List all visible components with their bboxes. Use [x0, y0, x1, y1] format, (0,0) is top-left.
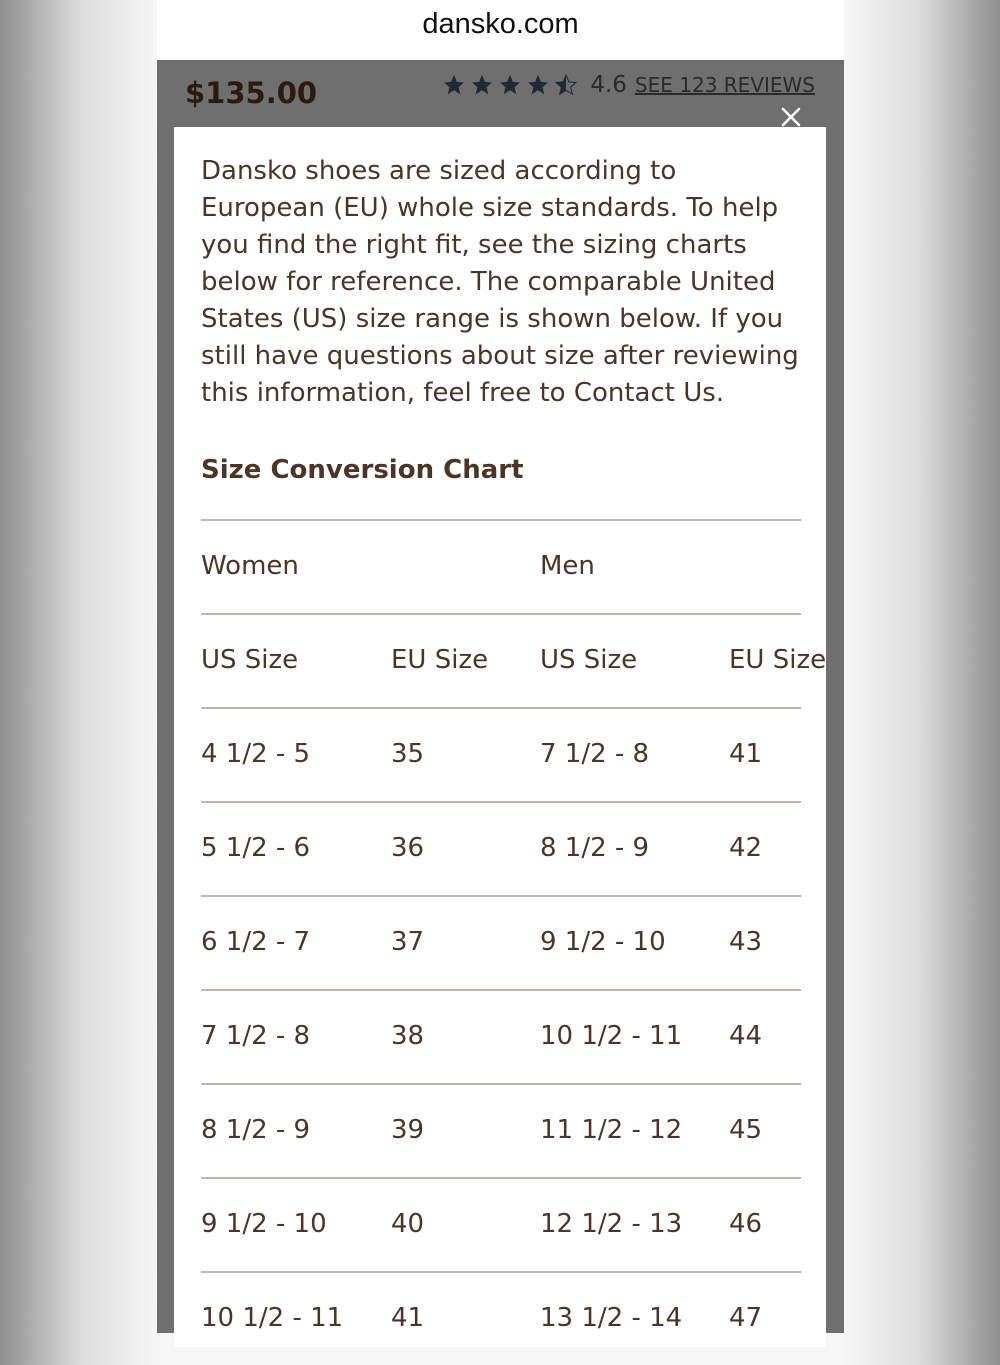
size-chart-title: Size Conversion Chart: [201, 455, 524, 485]
table-row: [201, 707, 801, 801]
table-row: [201, 1177, 801, 1271]
table-cell: 46: [729, 1209, 763, 1239]
table-row: [201, 895, 801, 989]
browser-url-bar[interactable]: [157, 0, 844, 60]
size-chart-modal: [174, 127, 826, 1347]
url-text[interactable]: dansko.com: [422, 7, 579, 40]
phone-viewport: [157, 0, 844, 1333]
sizing-intro-text: Dansko shoes are sized according to European (EU) whole size standards. To help you find the right fit, see the sizing charts below for reference. The comparable United States (US) size range is shown below. If you still have questions about size after reviewing this information, feel free to Contact Us.: [201, 156, 799, 408]
column-header: EU Size: [729, 645, 827, 675]
table-cell: 38: [391, 1021, 425, 1051]
product-price: $135.00: [185, 76, 318, 110]
table-cell: 41: [729, 739, 763, 769]
table-row: [201, 989, 801, 1083]
table-cell: 36: [391, 833, 425, 863]
column-header: US Size: [201, 645, 299, 675]
table-cell: 12 1/2 - 13: [540, 1209, 683, 1239]
table-column-header-row: [201, 613, 827, 707]
star-icon: [470, 73, 494, 97]
half-star-icon: [554, 73, 578, 97]
table-cell: 39: [391, 1115, 425, 1145]
table-cell: 43: [729, 927, 763, 957]
table-cell: 9 1/2 - 10: [540, 927, 666, 957]
group-header-men: Men: [540, 551, 595, 581]
table-cell: 47: [729, 1303, 763, 1333]
table-cell: 9 1/2 - 10: [201, 1209, 327, 1239]
table-row: [201, 1271, 801, 1365]
column-header: US Size: [540, 645, 638, 675]
table-group-header-row: [201, 519, 801, 613]
product-header: [157, 60, 844, 127]
rating-summary: [442, 72, 815, 98]
table-cell: 6 1/2 - 7: [201, 927, 311, 957]
see-reviews-link[interactable]: SEE 123 REVIEWS: [634, 73, 815, 97]
table-cell: 13 1/2 - 14: [540, 1303, 683, 1333]
close-modal-button[interactable]: [777, 103, 805, 131]
table-cell: 10 1/2 - 11: [540, 1021, 683, 1051]
column-header: EU Size: [391, 645, 489, 675]
star-rating: [442, 73, 582, 97]
table-cell: 41: [391, 1303, 425, 1333]
table-cell: 40: [391, 1209, 425, 1239]
table-cell: 11 1/2 - 12: [540, 1115, 683, 1145]
star-icon: [498, 73, 522, 97]
close-icon[interactable]: [781, 107, 801, 127]
table-cell: 8 1/2 - 9: [540, 833, 650, 863]
size-conversion-table: [201, 519, 827, 1365]
table-cell: 44: [729, 1021, 763, 1051]
table-cell: 45: [729, 1115, 763, 1145]
star-icon: [526, 73, 550, 97]
table-cell: 37: [391, 927, 425, 957]
table-cell: 7 1/2 - 8: [540, 739, 650, 769]
table-row: [201, 1083, 801, 1177]
table-cell: 10 1/2 - 11: [201, 1303, 344, 1333]
rating-value: 4.6: [590, 72, 627, 98]
group-header-women: Women: [201, 551, 299, 581]
table-cell: 8 1/2 - 9: [201, 1115, 311, 1145]
table-cell: 35: [391, 739, 425, 769]
table-cell: 7 1/2 - 8: [201, 1021, 311, 1051]
table-cell: 4 1/2 - 5: [201, 739, 311, 769]
star-icon: [442, 73, 466, 97]
table-cell: 5 1/2 - 6: [201, 833, 311, 863]
table-row: [201, 801, 801, 895]
table-cell: 42: [729, 833, 763, 863]
